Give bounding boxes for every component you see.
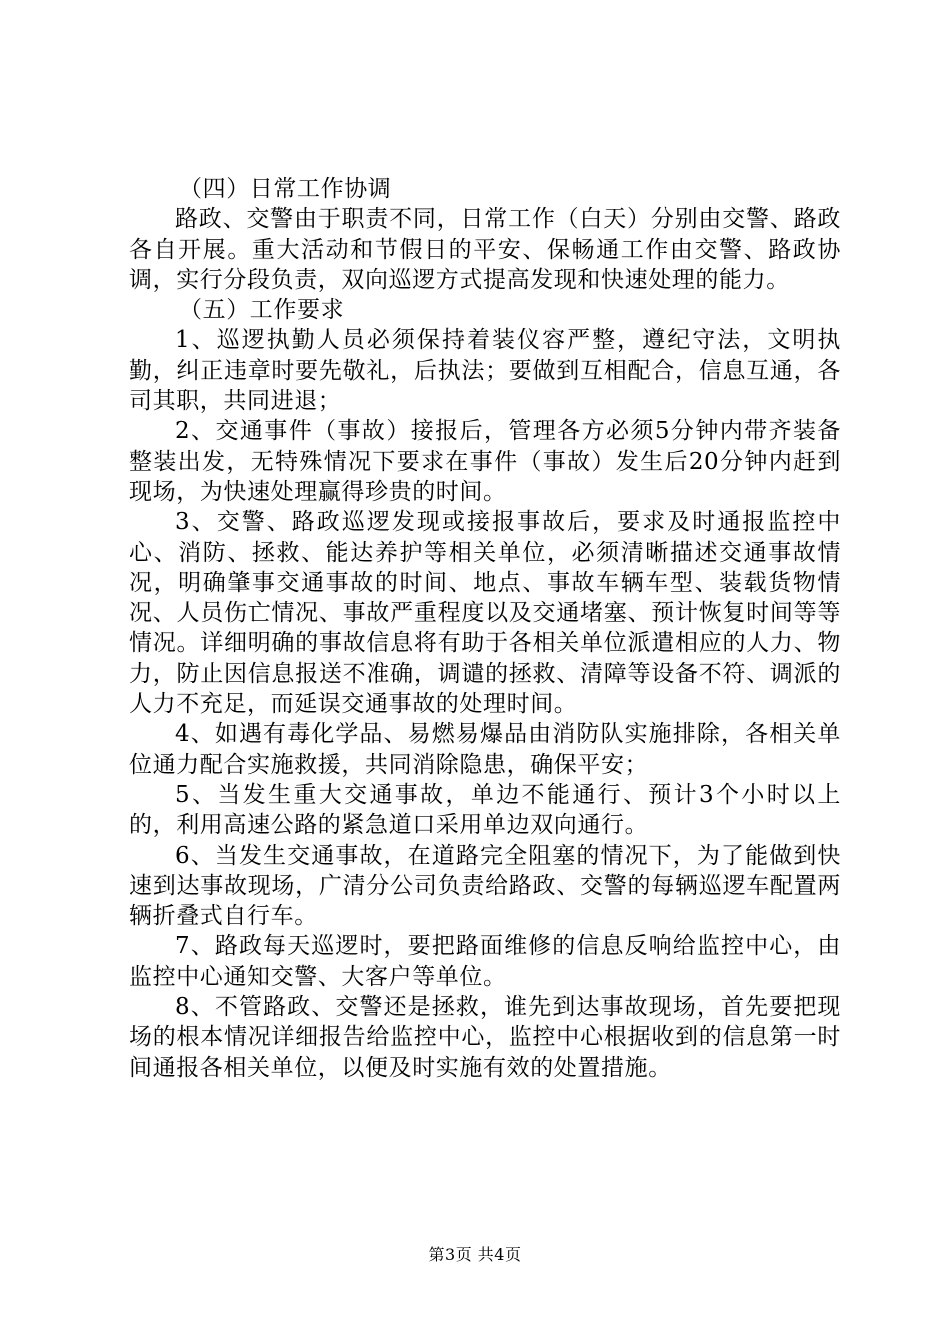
requirement-item-6: 6、当发生交通事故，在道路完全阻塞的情况下，为了能做到快速到达事故现场，广清分公司负责给路政、交警的每辆巡逻车配置两辆折叠式自行车。 xyxy=(129,842,841,930)
requirement-item-4: 4、如遇有毒化学品、易燃易爆品由消防队实施排除，各相关单位通力配合实施救援，共同消除隐患，确保平安； xyxy=(129,721,841,778)
requirement-item-1: 1、巡逻执勤人员必须保持着装仪容严整，遵纪守法，文明执勤，纠正违章时要先敬礼，后执法；要做到互相配合，信息互通，各司其职，共同进退； xyxy=(129,327,841,415)
section-heading-work-requirements: （五）工作要求 xyxy=(179,297,345,324)
page-footer xyxy=(0,1245,950,1265)
document-body xyxy=(129,174,841,1083)
requirement-item-8: 8、不管路政、交警还是拯救，谁先到达事故现场，首先要把现场的根本情况详细报告给监控中心，监控中心根据收到的信息第一时间通报各相关单位，以便及时实施有效的处置措施。 xyxy=(129,994,841,1081)
section-heading-daily-coordination: （四）日常工作协调 xyxy=(179,176,392,202)
requirement-item-5: 5、当发生重大交通事故，单边不能通行、预计3个小时以上的，利用高速公路的紧急道口采用单边双向通行。 xyxy=(129,781,841,839)
requirement-item-7: 7、路政每天巡逻时，要把路面维修的信息反响给监控中心，由监控中心通知交警、大客户等单位。 xyxy=(129,933,841,990)
requirement-item-2: 2、交通事件（事故）接报后，管理各方必须5分钟内带齐装备整装出发，无特殊情况下要求在事件（事故）发生后20分钟内赶到现场，为快速处理赢得珍贵的时间。 xyxy=(129,418,841,505)
requirement-item-3: 3、交警、路政巡逻发现或接报事故后，要求及时通报监控中心、消防、拯救、能达养护等相关单位，必须清晰描述交通事故情况，明确肇事交通事故的时间、地点、事故车辆车型、装载货物情况、人员伤亡情况、事故严重程度以及交通堵塞、预计恢复时间等等情况。详细明确的事故信息将有助于各相关单位派遣相应的人力、物力，防止因信息报送不准确，调谴的拯救、清障等设备不符、调派的人力不充足，而延误交通事故的处理时间。 xyxy=(129,509,841,718)
page-number: 第3页 共4页 xyxy=(428,1245,522,1264)
paragraph-daily-coordination: 路政、交警由于职责不同，日常工作（白天）分别由交警、路政各自开展。重大活动和节假日的平安、保畅通工作由交警、路政协调，实行分段负责，双向巡逻方式提高发现和快速处理的能力。 xyxy=(129,206,841,293)
